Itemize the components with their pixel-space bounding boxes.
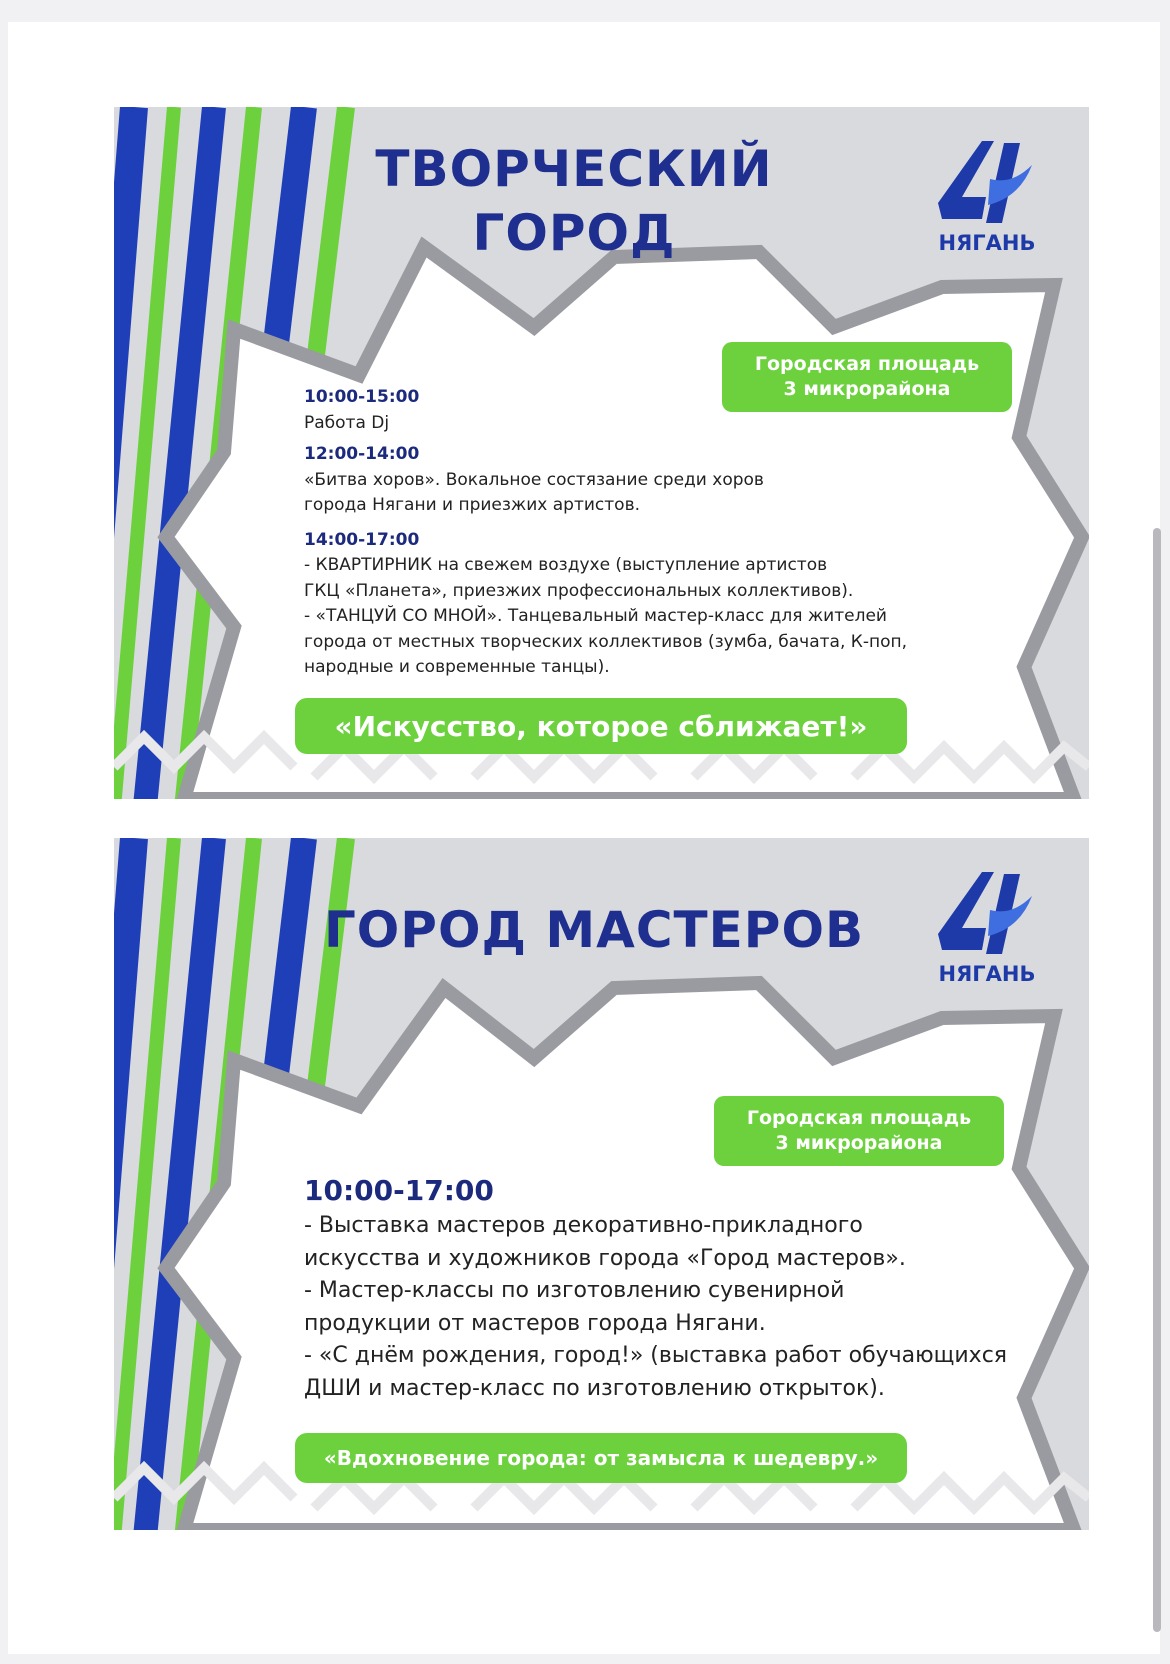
schedule-line: ГКЦ «Планета», приезжих профессиональных коллективов). [304, 580, 854, 601]
scrollbar-thumb[interactable] [1153, 528, 1161, 1632]
location-line-2: 3 микрорайона [783, 378, 951, 400]
title-line-1: ГОРОД МАСТЕРОВ [323, 901, 865, 959]
schedule-line: - Выставка мастеров декоративно-прикладного [304, 1213, 863, 1238]
schedule-line: - «ТАНЦУЙ СО МНОЙ». Танцевальный мастер-класс для жителей [304, 606, 887, 626]
schedule-line: народные и современные танцы). [304, 657, 610, 677]
location-line-2: 3 микрорайона [775, 1132, 943, 1154]
location-line-1: Городская площадь [746, 1107, 972, 1129]
schedule-line: - КВАРТИРНИК на свежем воздухе (выступление артистов [304, 555, 828, 575]
logo-41-icon [932, 866, 1042, 962]
schedule-line: - Мастер-классы по изготовлению сувенирной [304, 1278, 845, 1303]
schedule-line: искусства и художников города «Город мастеров». [304, 1245, 906, 1271]
poster-creative-city [114, 107, 1089, 799]
nyagan-41-logo [932, 866, 1042, 996]
schedule-line: Работа Dj [304, 412, 390, 433]
schedule-line: города от местных творческих коллективов (зумба, бачата, К-поп, [304, 631, 908, 652]
schedule-line: продукции от мастеров города Нягани. [304, 1310, 766, 1336]
time-slot-1: 10:00-15:00 [304, 387, 420, 407]
location-line-1: Городская площадь [754, 353, 980, 375]
poster-title [314, 898, 874, 962]
title-line-2: ГОРОД [472, 204, 676, 262]
logo-41-icon [932, 135, 1042, 231]
schedule [304, 385, 907, 681]
time-slot-1: 10:00-17:00 [304, 1174, 494, 1207]
slogan-banner: «Искусство, которое сближает!» [295, 698, 907, 754]
nyagan-41-logo [932, 135, 1042, 265]
location-badge [714, 1096, 1004, 1166]
poster-city-of-masters [114, 838, 1089, 1530]
schedule-line: «Битва хоров». Вокальное состязание среди хоров [304, 469, 764, 490]
time-slot-2: 12:00-14:00 [304, 444, 420, 464]
poster-title [364, 137, 784, 265]
time-slot-3: 14:00-17:00 [304, 529, 420, 550]
schedule [304, 1172, 1007, 1405]
slogan-banner: «Вдохновение города: от замысла к шедевру.» [295, 1433, 907, 1483]
schedule-line: города Нягани и приезжих артистов. [304, 495, 640, 515]
logo-city-name: НЯГАНЬ [938, 962, 1036, 986]
schedule-line: - «С днём рождения, город!» (выставка работ обучающихся [304, 1343, 1008, 1368]
logo-city-name: НЯГАНЬ [938, 231, 1036, 255]
schedule-line: ДШИ и мастер-класс по изготовлению открыток). [304, 1375, 885, 1401]
title-line-1: ТВОРЧЕСКИЙ [375, 140, 773, 198]
